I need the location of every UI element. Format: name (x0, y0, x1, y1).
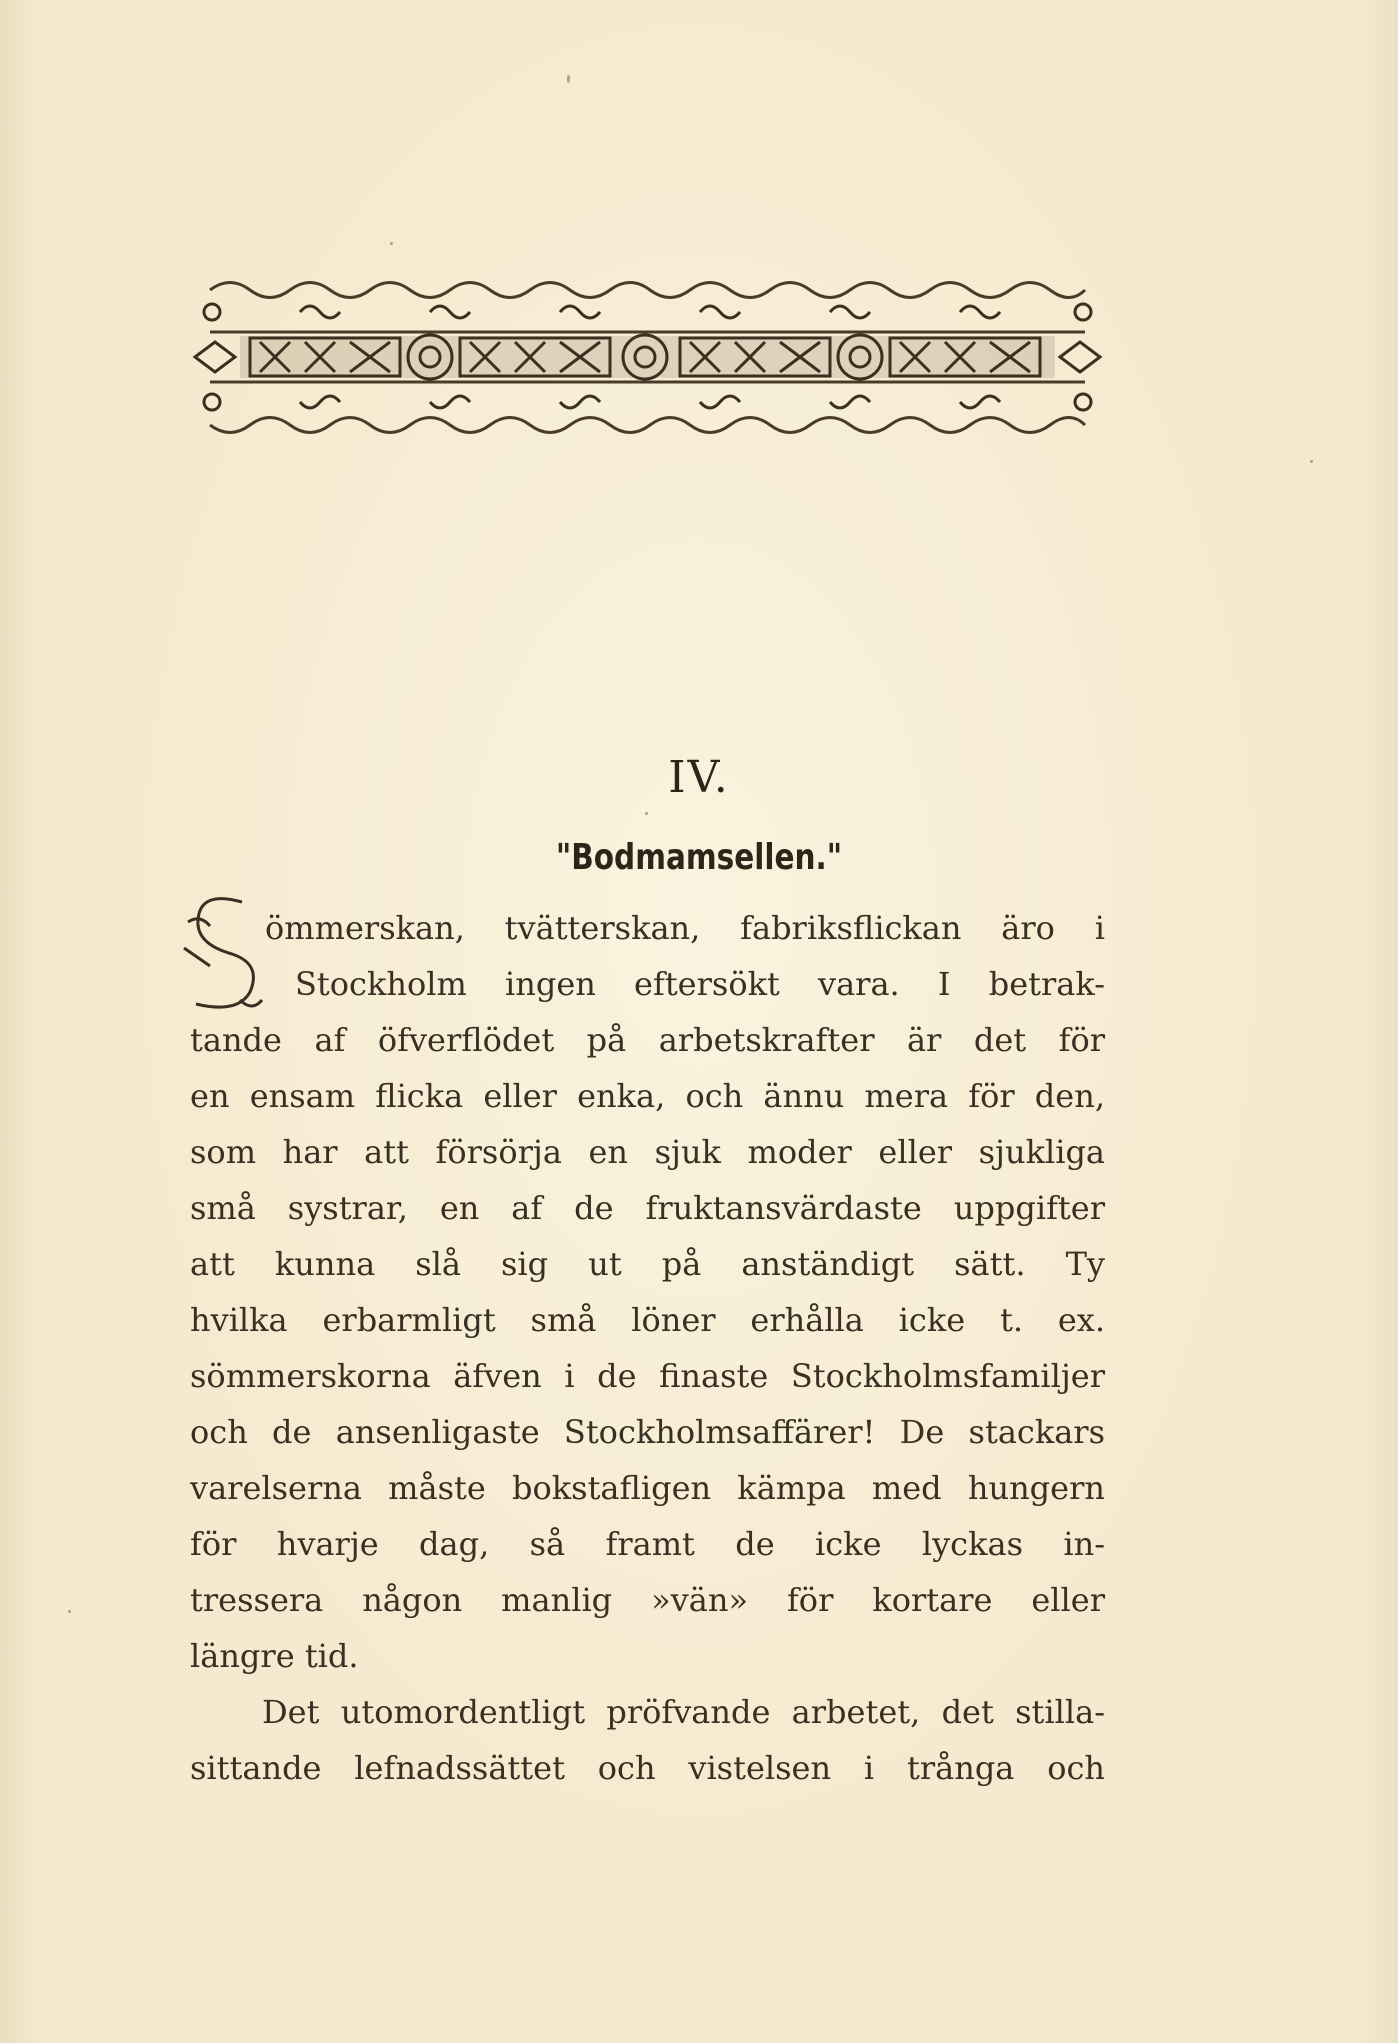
text-line: sömmerskorna äfven i de finaste Stockholmsfamiljer (190, 1357, 1105, 1395)
text-line: och de ansenligaste Stockholmsaffärer! De stackars (190, 1413, 1105, 1451)
paper-speck (567, 75, 570, 83)
text-line: för hvarje dag, så framt de icke lyckas in- (190, 1525, 1105, 1563)
text-line: ömmerskan, tvätterskan, fabriksflickan äro i (265, 909, 1105, 947)
text-line: sittande lefnadssättet och vistelsen i trånga och (190, 1749, 1105, 1787)
text-line: varelserna måste bokstafligen kämpa med hungern (190, 1469, 1105, 1507)
chapter-title: "Bodmamsellen." (555, 837, 843, 878)
text-line: tressera någon manlig »vän» för kortare eller (190, 1581, 1105, 1619)
paper-speck (1310, 460, 1313, 463)
text-line: tande af öfverflödet på arbetskrafter är det för (190, 1021, 1105, 1059)
text-line: längre tid. (190, 1637, 359, 1675)
text-line: små systrar, en af de fruktansvärdaste uppgifter (190, 1189, 1105, 1227)
paper-speck (68, 1610, 71, 1613)
body-text (190, 900, 1105, 1796)
text-line: Det utomordentligt pröfvande arbetet, det stilla- (262, 1693, 1105, 1731)
text-line: att kunna slå sig ut på anständigt sätt. Ty (190, 1245, 1105, 1283)
paper-speck (390, 242, 393, 245)
text-line: Stockholm ingen eftersökt vara. I betrak- (295, 965, 1105, 1003)
paper-speck (645, 812, 648, 815)
chapter-number: IV. (668, 752, 730, 803)
text-line: en ensam flicka eller enka, och ännu mera för den, (190, 1077, 1105, 1115)
text-line: hvilka erbarmligt små löner erhålla icke t. ex. (190, 1301, 1105, 1339)
text-line: som har att försörja en sjuk moder eller sjukliga (190, 1133, 1105, 1171)
decorative-header-ornament (190, 270, 1105, 445)
